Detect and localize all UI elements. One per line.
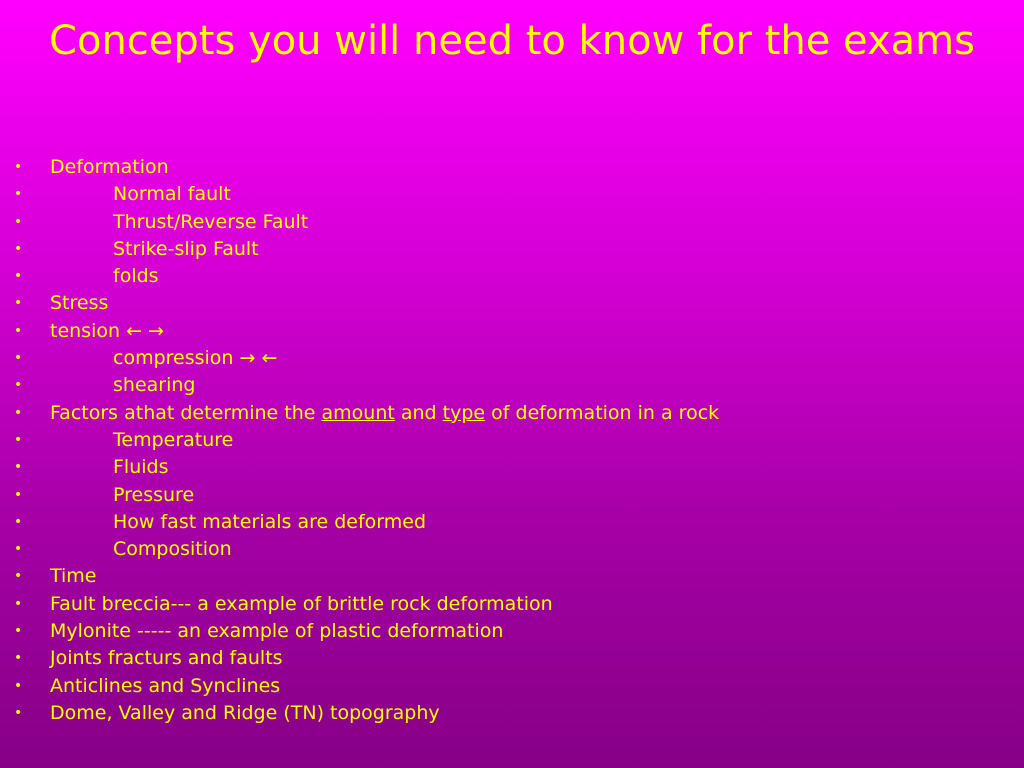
bullet-icon: • (14, 431, 23, 448)
list-item-text: Composition (113, 538, 232, 561)
bullet-icon: • (14, 513, 23, 530)
bullet-icon: • (14, 186, 23, 203)
list-item-text: Anticlines and Synclines (50, 674, 281, 697)
underlined-type: type (442, 401, 486, 424)
bullet-icon: • (14, 377, 23, 394)
bullet-icon: • (14, 268, 23, 285)
bullet-icon: • (14, 704, 23, 721)
list-item-text: Temperature (113, 428, 234, 451)
list-item-text: shearing (113, 374, 196, 397)
bullet-icon: • (14, 568, 23, 585)
text-segment: and (394, 401, 443, 424)
list-item-text: Joints fracturs and faults (50, 647, 283, 670)
bullet-icon: • (14, 322, 23, 339)
text-segment: of deformation in a rock (485, 401, 720, 424)
bullet-icon: • (14, 623, 23, 640)
slide-title: Concepts you will need to know for the exams (49, 18, 975, 64)
text-segment: Factors athat determine the (50, 401, 322, 424)
bullet-icon: • (14, 350, 23, 367)
list-item-text: Fluids (113, 456, 169, 479)
list-item-text: Normal fault (113, 183, 231, 206)
bullet-icon: • (14, 595, 23, 612)
list-item-text: compression → ← (113, 347, 278, 370)
bullet-icon: • (14, 159, 23, 175)
bullet-icon: • (14, 213, 23, 230)
bullet-icon: • (14, 650, 23, 667)
bullet-icon: • (14, 240, 23, 257)
list-item-text: Fault breccia--- a example of brittle rock deformation (50, 592, 553, 615)
bullet-icon: • (14, 541, 23, 558)
list-item-text: Thrust/Reverse Fault (113, 210, 309, 233)
list-item-text: Mylonite ----- an example of plastic deformation (50, 620, 504, 643)
list-item-text: Pressure (113, 483, 195, 506)
list-item-text: tension ← → (50, 319, 164, 342)
list-item-text: Strike-slip Fault (113, 237, 259, 260)
bullet-icon: • (14, 486, 23, 503)
bullet-icon: • (14, 295, 23, 312)
list-item-text: Dome, Valley and Ridge (TN) topography (50, 701, 440, 724)
list-item-text: Stress (50, 292, 109, 315)
underlined-amount: amount (321, 401, 395, 424)
bullet-icon: • (14, 677, 23, 694)
list-item-text (50, 400, 719, 427)
bullet-icon: • (14, 459, 23, 476)
list-item-text: folds (113, 265, 159, 288)
list-item-text: How fast materials are deformed (113, 510, 427, 533)
bullet-icon: • (14, 404, 23, 421)
list-item-text: Deformation (50, 156, 169, 178)
list-item-text: Time (50, 565, 97, 588)
